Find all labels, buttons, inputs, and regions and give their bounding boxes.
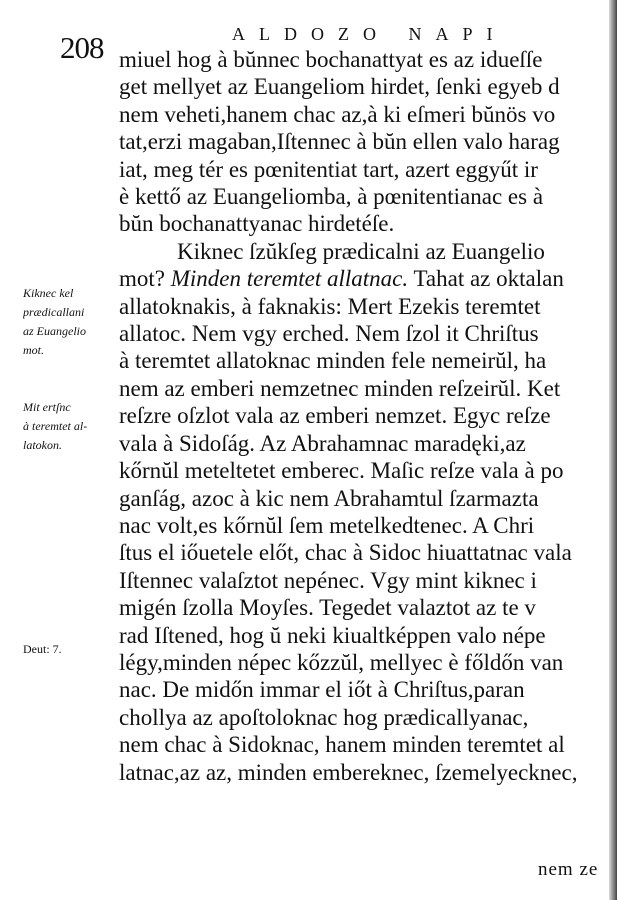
margin-note-deut — [23, 640, 121, 659]
text-line — [119, 265, 611, 292]
margin-note-line: Deut: 7. — [23, 642, 62, 656]
text-run: mot? — [119, 266, 165, 292]
text-line: get mellyet az Euangeliom hirdet, ſenki egyeb d — [119, 74, 560, 100]
text-line: latnac,az az, minden embereknec, ſzemelyecknec, — [119, 759, 578, 785]
text-line: rad Iſtened, hog ŭ neki kiualtképpen valo népe — [119, 622, 546, 648]
margin-note-line: latokon. — [23, 438, 62, 452]
margin-note-kiknec — [23, 284, 121, 360]
margin-note-line: prædicallani — [23, 305, 85, 319]
margin-note-mit — [23, 398, 121, 455]
page-edge-shadow — [609, 0, 617, 900]
text-run: Tahat az oktalan — [408, 266, 564, 292]
text-line: migén ſzolla Moyſes. Tegedet valaztot az te v — [119, 595, 536, 621]
text-line: kőrnŭl meteltetet emberec. Maſic reſze vala à po — [119, 458, 564, 484]
margin-note-line: Kiknec kel — [23, 286, 74, 300]
text-line: miuel hog à bŭnnec bochanattyat es az idueſſe — [119, 47, 543, 72]
page-number: 208 — [60, 30, 104, 65]
body-text — [119, 46, 611, 786]
margin-note-line: Mit ertſnc — [23, 400, 71, 414]
text-line: nem az emberi nemzetnec minden reſzeirŭl. Ket — [119, 375, 561, 401]
text-line: tat,erzi magaban,Iſtennec à bŭn ellen valo harag — [119, 129, 560, 155]
catchword: nem ze — [538, 859, 599, 880]
text-line: nem veheti,hanem chac az,à ki eſmeri bŭnös vo — [119, 101, 556, 127]
text-line: à teremtet allatoknac minden fele nemeirŭl, ha — [119, 348, 547, 374]
text-line: reſzre oſzlot vala az emberi nemzet. Egyc reſze — [119, 403, 551, 429]
text-line: è kettő az Euangeliomba, à pœnitentianac es à — [119, 184, 544, 210]
margin-note-line: mot. — [23, 343, 44, 357]
italic-quote: Minden teremtet allatnac. — [165, 266, 409, 292]
running-head: ALDOZO NAPI — [232, 24, 507, 44]
text-line: ſtus el iőuetele előt, chac à Sidoc hiuattatnac vala — [119, 540, 572, 566]
text-line: vala à Sidoſág. Az Abrahamnac maradęki,az — [119, 430, 526, 456]
margin-note-line: à teremtet al- — [23, 419, 88, 433]
text-line: nac. De midőn immar el iőt à Chriſtus,paran — [119, 677, 525, 703]
text-line: allatoknakis, à faknakis: Mert Ezekis teremtet — [119, 293, 541, 319]
margin-note-line: az Euangelio — [23, 324, 86, 338]
text-line: nem chac à Sidoknac, hanem minden teremtet al — [119, 732, 565, 758]
text-line: chollya az apoſtoloknac hog prædicallyanac, — [119, 704, 529, 730]
text-line: Iſtennec valaſztot nepénec. Vgy mint kiknec i — [119, 567, 537, 593]
text-line: nac volt,es kőrnŭl ſem metelkedtenec. A Chri — [119, 512, 535, 538]
text-line: allatoc. Nem vgy erched. Nem ſzol it Chriſtus — [119, 321, 539, 347]
text-line: ganſág, azoc à kic nem Abrahamtul ſzarmazta — [119, 485, 539, 511]
text-line: bŭn bochanattyanac hirdetéſe. — [119, 211, 395, 237]
text-line: Kiknec ſzŭkſeg prædicalni az Euangelio — [177, 238, 545, 264]
text-line: légy,minden népec kőzzŭl, mellyec è főldőn van — [119, 649, 564, 675]
text-line: iat, meg tér es pœnitentiat tart, azert eggyűt ir — [119, 156, 538, 182]
